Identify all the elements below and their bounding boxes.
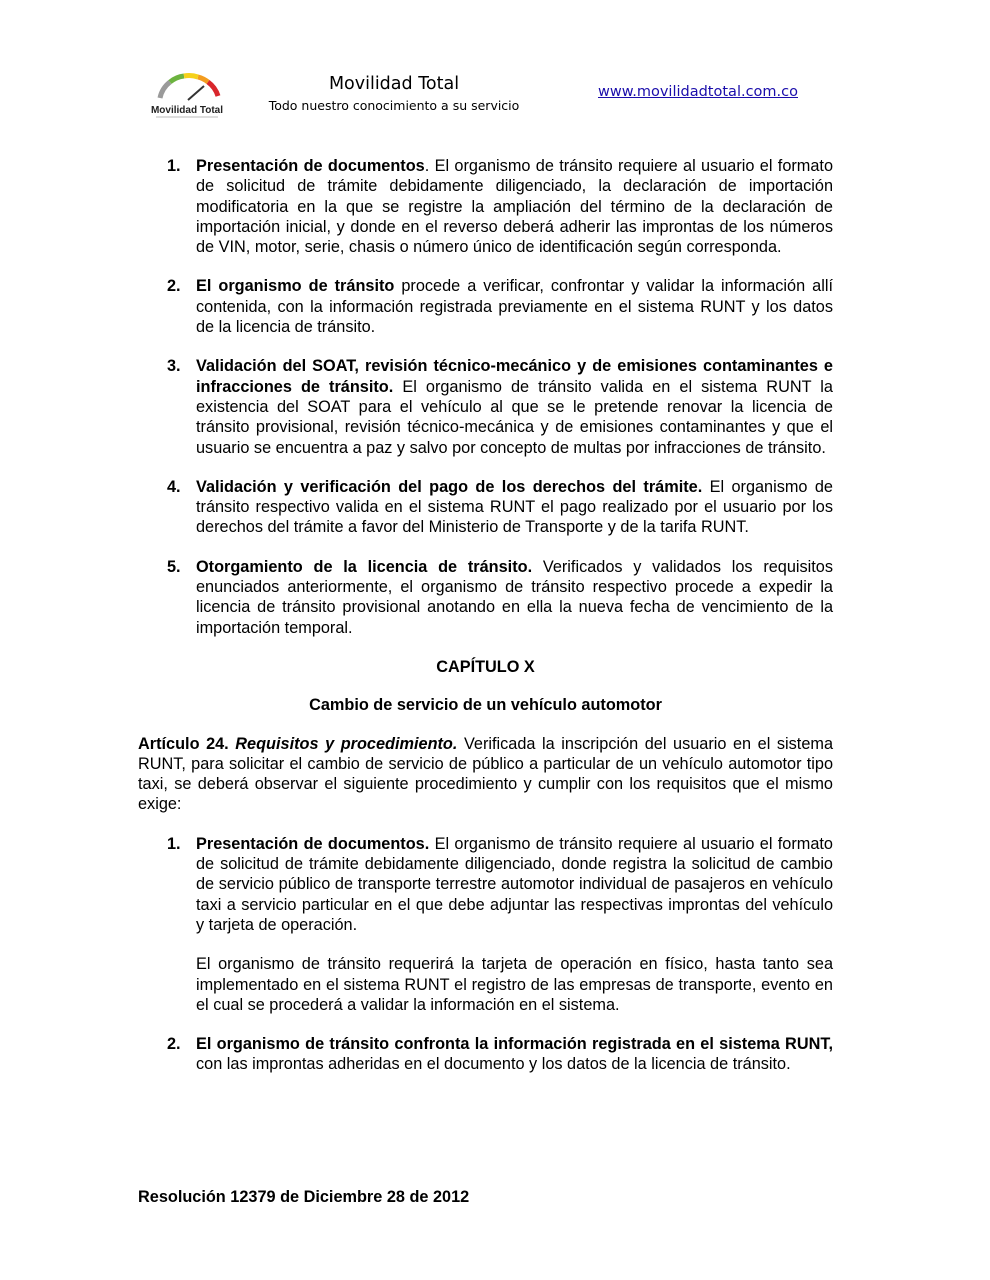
item-number: 2. — [167, 277, 181, 296]
item-body: El organismo de tránsito requiere al usuario el formato de solicitud de trámite debidamente diligenciado, donde registra la solicitud de cambio de servicio público de transporte terrestre automotor individual de pasajeros en vehículo taxi a servicio particular en el que debe adjuntar las respectivas improntas del vehículo y tarjeta de operación. — [196, 834, 833, 934]
item-text — [196, 834, 833, 935]
item-bold: Validación y verificación del pago de los derechos del trámite. — [196, 477, 703, 496]
item-bold: El organismo de tránsito confronta la información registrada en el sistema RUNT, — [196, 1035, 833, 1054]
brand-block — [260, 72, 528, 114]
chapter-heading: CAPÍTULO X — [436, 657, 535, 676]
page-footer: Resolución 12379 de Diciembre 28 de 2012 — [138, 1188, 470, 1206]
list-item — [138, 356, 833, 457]
item-text — [196, 1034, 833, 1075]
article-title: Requisitos y procedimiento. — [235, 734, 458, 753]
brand-tagline: Todo nuestro conocimiento a su servicio — [268, 98, 520, 113]
item-bold: Presentación de documentos — [196, 157, 425, 175]
article-label: Artículo 24. — [138, 734, 229, 753]
item-body: El organismo de tránsito valida en el sistema RUNT la existencia del SOAT para el vehículo al que se le pretende renovar la licencia de tránsito provisional, revisión técnico-mecánica y de emisiones contaminantes y que el usuario se encuentra a paz y salvo por concepto de multas por infracciones de tránsito. — [196, 377, 833, 457]
item-number: 5. — [167, 557, 181, 576]
list-item — [138, 557, 833, 638]
movilidad-total-logo — [146, 70, 228, 120]
item-number: 1. — [167, 834, 181, 853]
article-body: Verificada la inscripción del usuario en el sistema RUNT, para solicitar el cambio de servicio de público a particular de un vehículo automotor tipo taxi, se deberá observar el siguiente procedimiento y cumplir con los requisitos que el mismo exige: — [138, 734, 834, 814]
list-item — [138, 156, 833, 257]
procedure-list-2 — [138, 834, 833, 1075]
item-bold: Presentación de documentos. — [196, 834, 430, 853]
item-number: 2. — [167, 1035, 181, 1054]
logo-text: Movilidad Total — [150, 105, 224, 116]
item-text — [196, 356, 833, 457]
item-body: . El organismo de tránsito requiere al usuario el formato de solicitud de trámite debidamente diligenciado, la declaración de importación modificatoria en la que se registre la ampliación del término de la declaración de importación inicial, y donde en el reverso deberá adherir las improntas de los números de VIN, motor, serie, chasis o número único de identificación según corresponda. — [196, 157, 833, 257]
item-body: Verificados y validados los requisitos enunciados anteriormente, el organismo de tránsito respectivo procede a expedir la licencia de tránsito provisional anotando en ella la nueva fecha de vencimiento de la importación temporal. — [196, 557, 833, 637]
item-text — [196, 477, 833, 538]
page-header — [0, 66, 990, 126]
list-item — [138, 834, 833, 1015]
item-number: 3. — [167, 357, 181, 376]
procedure-list-1 — [138, 156, 833, 638]
item-number: 4. — [167, 477, 181, 496]
item-body: con las improntas adheridas en el documento y los datos de la licencia de tránsito. — [196, 1055, 791, 1074]
item-number: 1. — [167, 157, 181, 175]
list-item — [138, 1034, 833, 1075]
item-bold: El organismo de tránsito — [196, 277, 395, 296]
list-item — [138, 276, 833, 337]
item-text — [196, 557, 833, 638]
item-bold: Otorgamiento de la licencia de tránsito. — [196, 557, 533, 576]
website-link[interactable]: www.movilidadtotal.com.co — [598, 84, 798, 100]
chapter-title: Cambio de servicio de un vehículo automotor — [309, 696, 662, 715]
item-body: El organismo de tránsito respectivo valida en el sistema RUNT el pago realizado por el usuario por los derechos del trámite a favor del Ministerio de Transporte y de la tarifa RUNT. — [196, 477, 833, 537]
item-body: procede a verificar, confrontar y validar la información allí contenida, con la información registrada previamente en el sistema RUNT y los datos de la licencia de tránsito. — [196, 277, 833, 337]
article-paragraph — [138, 734, 833, 815]
item-text — [196, 156, 833, 257]
item-extra-paragraph: El organismo de tránsito requerirá la tarjeta de operación en físico, hasta tanto sea implementado en el sistema RUNT el registro de las empresas de transporte, evento en el cual se procederá a validar la información en el sistema. — [196, 955, 833, 1014]
list-item — [138, 477, 833, 538]
item-text — [196, 276, 833, 337]
document-body — [138, 156, 833, 1094]
item-bold: Validación del SOAT, revisión técnico-mecánico y de emisiones contaminantes e infracciones de tránsito. — [196, 357, 833, 396]
brand-title: Movilidad Total — [328, 74, 460, 94]
